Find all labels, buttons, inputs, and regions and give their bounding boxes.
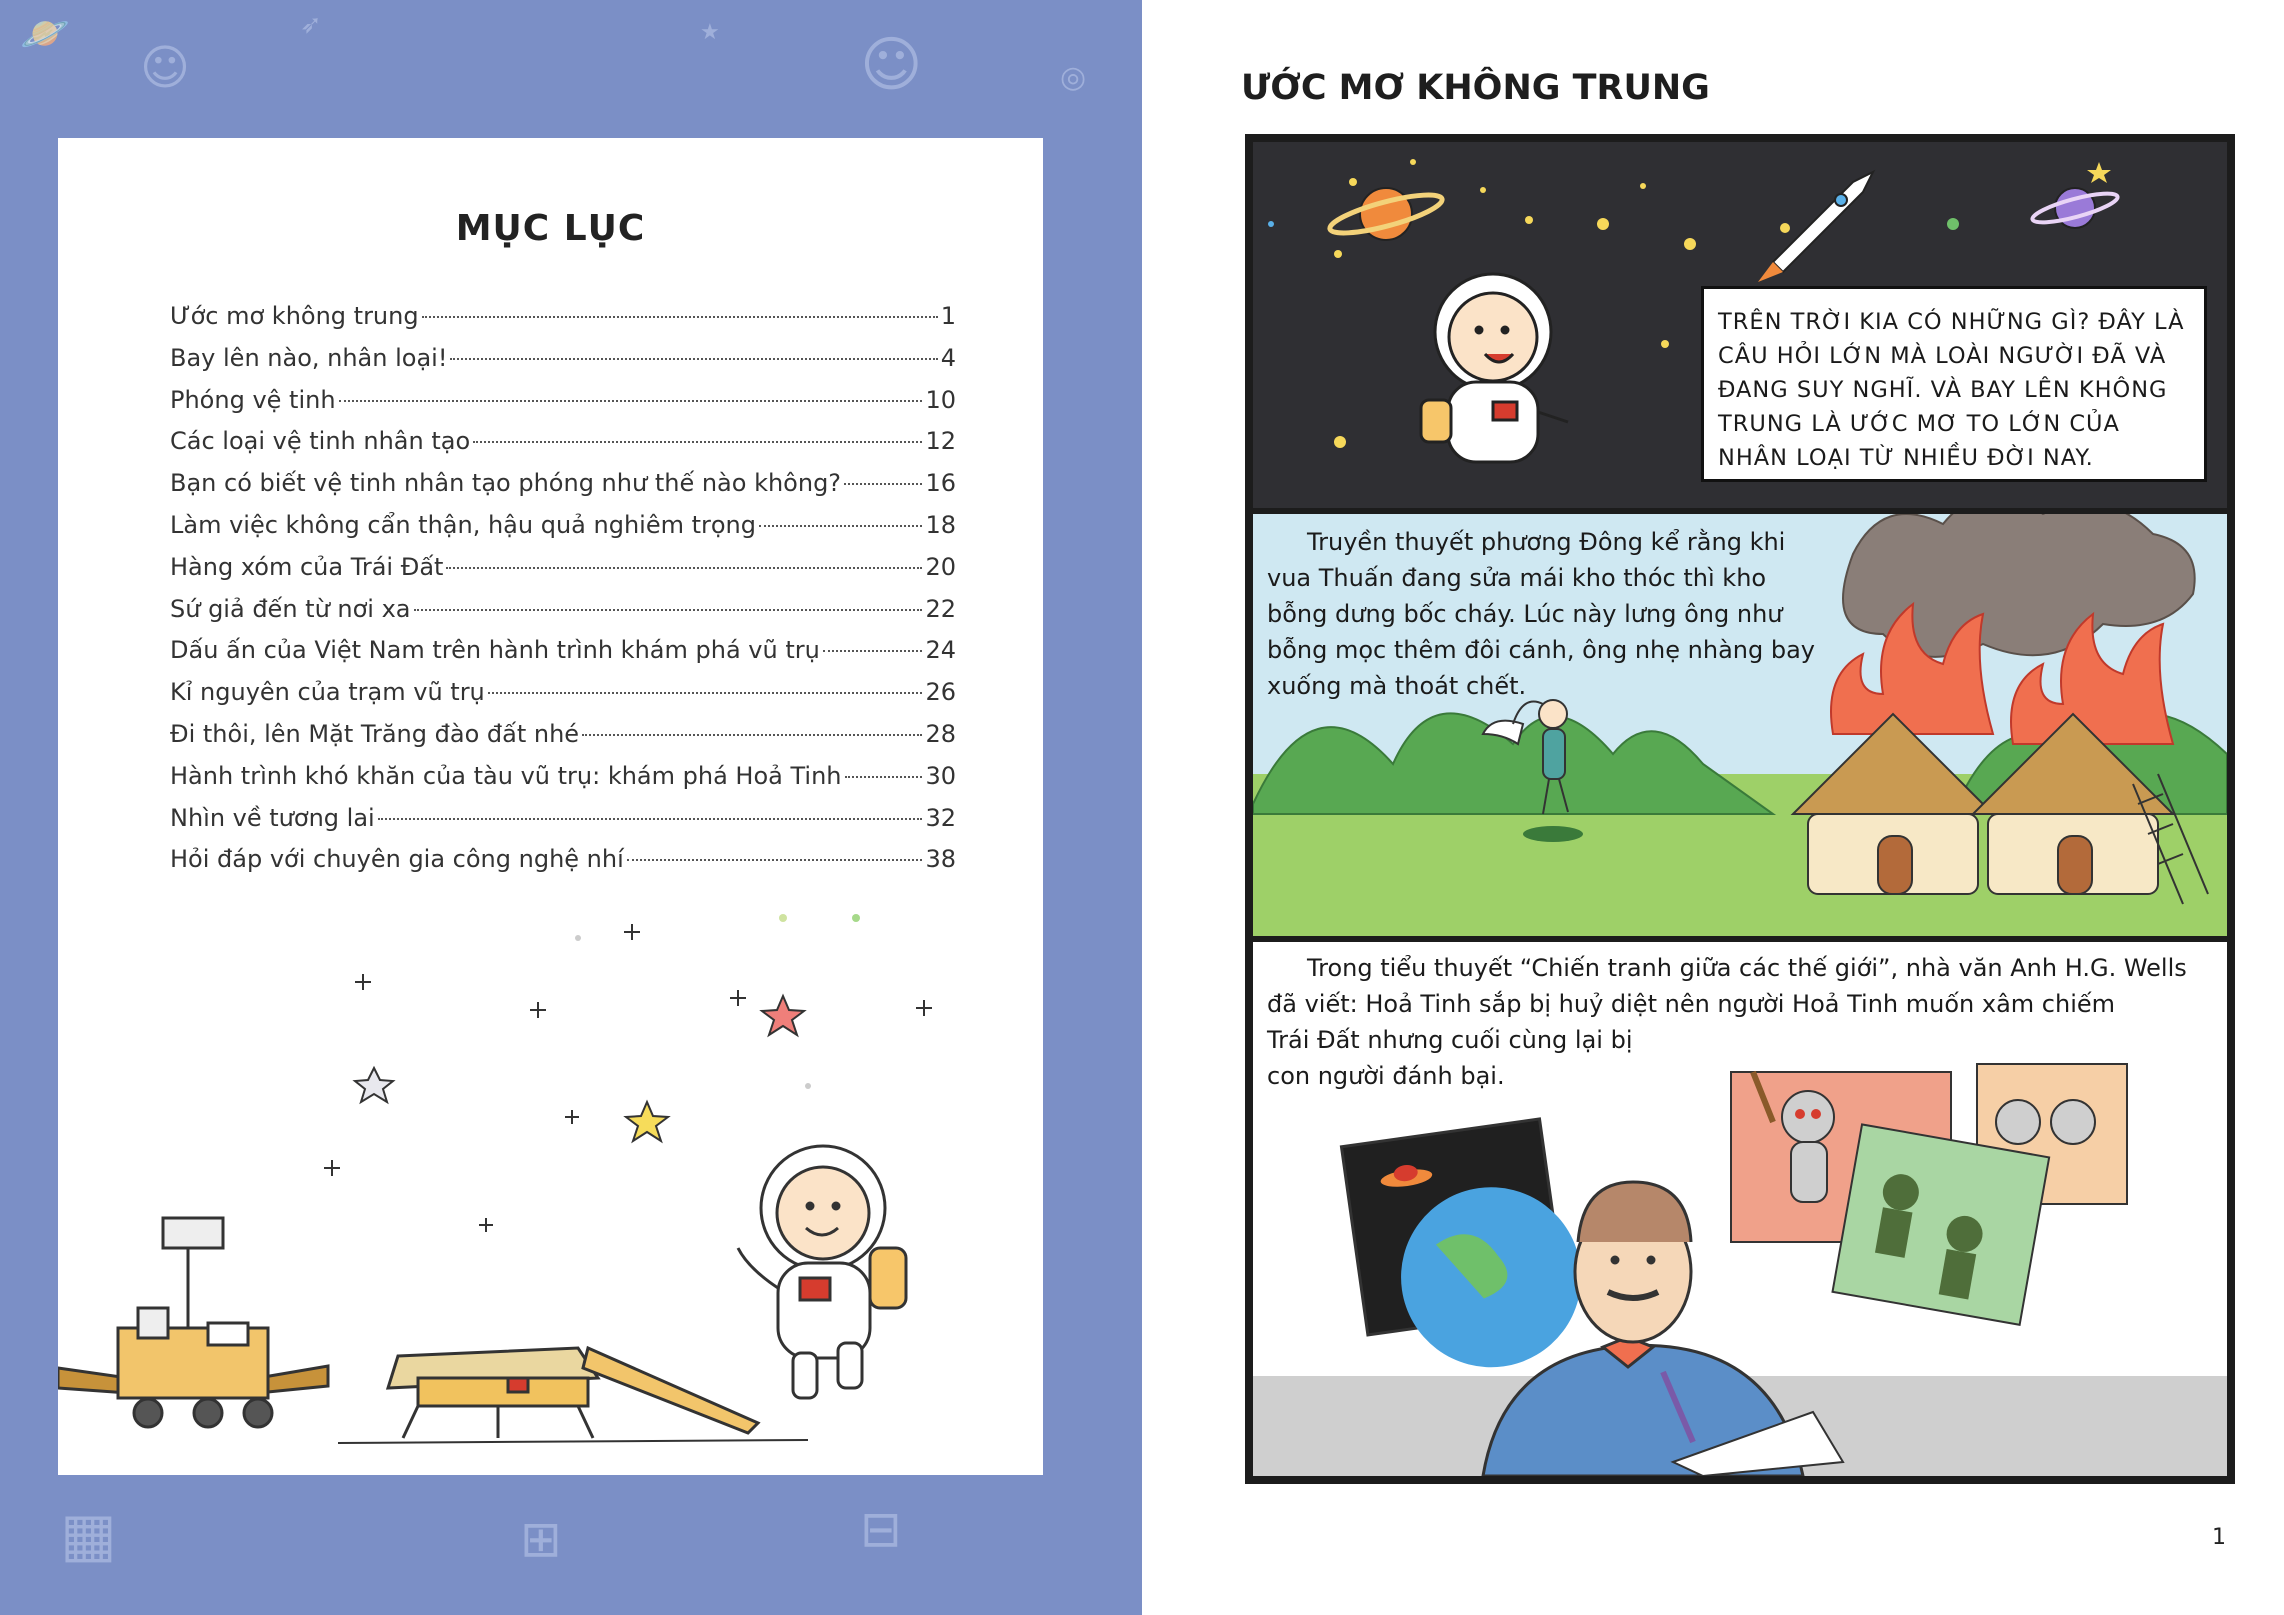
toc-entry-page: 26 xyxy=(925,678,956,707)
toc-entry-page: 28 xyxy=(925,719,956,748)
comic-frame xyxy=(1245,134,2235,1484)
toc-entry[interactable] xyxy=(170,386,956,428)
toc-entry[interactable] xyxy=(170,553,956,595)
toc-entry-page: 16 xyxy=(925,469,956,498)
toc-dot-leader xyxy=(823,650,923,652)
toc-dot-leader xyxy=(582,734,922,736)
panel-3-line-4: con người đánh bại. xyxy=(1267,1062,1505,1090)
astronaut-illustration xyxy=(738,1146,906,1398)
toc-entry[interactable] xyxy=(170,427,956,469)
toc-entry-page: 38 xyxy=(925,845,956,874)
yellow-star-icon xyxy=(626,1102,668,1141)
saturn-orange-icon xyxy=(1327,187,1445,240)
astronaut-floating-illustration xyxy=(1421,274,1568,462)
star-icon xyxy=(2087,162,2111,183)
toc-entry[interactable] xyxy=(170,511,956,553)
toc-dot-leader xyxy=(627,859,923,861)
toc-dot-leader xyxy=(422,316,938,318)
toc-entry[interactable] xyxy=(170,469,956,511)
toc-entry[interactable] xyxy=(170,678,956,720)
star-doodle-icon: ★ xyxy=(700,20,720,45)
toc-entry-label: Dấu ấn của Việt Nam trên hành trình khám phá vũ trụ xyxy=(170,636,820,665)
panel-2-caption: Truyền thuyết phương Đông kể rằng khi vua Thuấn đang sửa mái kho thóc thì kho bỗng dưng bốc cháy. Lúc này lưng ông như bỗng mọc thêm đôi cánh, ông nhẹ nhàng bay xuống mà thoát chết. xyxy=(1267,528,1815,700)
toc-entry[interactable] xyxy=(170,344,956,386)
toc-entry-page: 12 xyxy=(925,427,956,456)
toc-dot-leader xyxy=(759,525,922,527)
rocket-doodle-icon: ➶ xyxy=(300,10,322,40)
toc-dot-leader xyxy=(488,692,923,694)
astronaut-doodle-icon-2: ☺ xyxy=(860,30,923,100)
toc-entry[interactable] xyxy=(170,636,956,678)
toc-dot-leader xyxy=(844,483,922,485)
toc-entry-label: Bạn có biết vệ tinh nhân tạo phóng như thế nào không? xyxy=(170,469,842,498)
toc-dot-leader xyxy=(414,609,923,611)
toc-entry[interactable] xyxy=(170,720,956,762)
toc-dot-leader xyxy=(378,818,923,820)
toc-dot-leader xyxy=(446,567,922,569)
toc-entry-label: Hàng xóm của Trái Đất xyxy=(170,552,444,581)
toc-dot-leader xyxy=(450,358,937,360)
toc-entry-label: Làm việc không cẩn thận, hậu quả nghiêm trọng xyxy=(170,510,756,539)
sparkle-icons xyxy=(324,924,932,1232)
page-number: 1 xyxy=(2212,1525,2226,1550)
lander-doodle-icon: ⊟ xyxy=(860,1500,902,1558)
white-star-icon xyxy=(355,1068,393,1102)
panel-3-line-3: Trái Đất nhưng cuối cùng lại bị xyxy=(1267,1026,1633,1054)
toc-entry-label: Đi thôi, lên Mặt Trăng đào đất nhé xyxy=(170,719,580,748)
panel-3-line-2: đã viết: Hoả Tinh sắp bị huỷ diệt nên người Hoả Tinh muốn xâm chiếm xyxy=(1267,990,2116,1018)
toc-entry-page: 4 xyxy=(940,343,956,372)
pink-star-icon xyxy=(762,996,804,1035)
toc-entry[interactable] xyxy=(170,762,956,804)
toc-entry[interactable] xyxy=(170,845,956,887)
saturn-doodle-icon: ◎ xyxy=(1060,60,1087,95)
toc-entry-page: 10 xyxy=(925,385,956,414)
panel-3-line-1: Trong tiểu thuyết “Chiến tranh giữa các thế giới”, nhà văn Anh H.G. Wells xyxy=(1307,954,2187,982)
toc-entry-label: Nhìn về tương lai xyxy=(170,803,375,832)
planet-doodle-icon: 🪐 xyxy=(20,11,70,57)
comic-panel-space xyxy=(1253,142,2227,508)
comic-panel-legend xyxy=(1253,514,2227,936)
toc-entry[interactable] xyxy=(170,302,956,344)
toc-entry-page: 20 xyxy=(925,552,956,581)
story-title: ƯỚC MƠ KHÔNG TRUNG xyxy=(1241,68,1710,108)
saturn-purple-icon xyxy=(2030,188,2120,228)
toc-dot-leader xyxy=(473,441,922,443)
rover-illustration xyxy=(58,1218,328,1427)
toc-title: MỤC LỤC xyxy=(455,208,646,249)
toc-entry-page: 24 xyxy=(925,636,956,665)
toc-list xyxy=(170,302,956,887)
comic-panel-wells xyxy=(1253,942,2227,1476)
lander-illustration xyxy=(338,1348,808,1443)
toc-card xyxy=(58,138,1043,1475)
rover-doodle-icon: ▦ xyxy=(60,1500,117,1570)
station-doodle-icon: ⊞ xyxy=(520,1510,562,1568)
panel-3-caption xyxy=(1267,950,2217,1094)
toc-entry-page: 18 xyxy=(925,510,956,539)
toc-entry-label: Kỉ nguyên của trạm vũ trụ xyxy=(170,678,485,707)
earth-ufo-picture xyxy=(1341,1116,1592,1384)
toc-entry-label: Bay lên nào, nhân loại! xyxy=(170,343,448,372)
toc-entry-page: 30 xyxy=(925,761,956,790)
toc-dot-leader xyxy=(339,400,923,402)
toc-entry-label: Phóng vệ tinh xyxy=(170,385,336,414)
toc-entry[interactable] xyxy=(170,595,956,637)
speech-bubble: TRÊN TRỜI KIA CÓ NHỮNG GÌ? ĐÂY LÀ CÂU HỎI LỚN MÀ LOÀI NGƯỜI ĐÃ VÀ ĐANG SUY NGHĨ. VÀ BAY LÊN KHÔNG TRUNG LÀ ƯỚC MƠ TO LỚN CỦA NHÂN LOẠI TỪ NHIỀU ĐỜI NAY. xyxy=(1701,286,2207,482)
toc-entry-label: Sứ giả đến từ nơi xa xyxy=(170,594,411,623)
toc-entry-label: Ước mơ không trung xyxy=(170,302,419,330)
toc-entry[interactable] xyxy=(170,804,956,846)
toc-entry-label: Các loại vệ tinh nhân tạo xyxy=(170,427,471,456)
toc-entry-label: Hành trình khó khăn của tàu vũ trụ: khám phá Hoả Tinh xyxy=(170,761,842,790)
astronaut-doodle-icon: ☺ xyxy=(140,40,191,96)
right-page xyxy=(1142,0,2284,1615)
toc-entry-page: 22 xyxy=(925,594,956,623)
toc-dot-leader xyxy=(845,776,923,778)
soldiers-picture xyxy=(1833,1124,2050,1324)
toc-entry-page: 32 xyxy=(925,803,956,832)
toc-entry-page: 1 xyxy=(940,302,956,330)
toc-entry-label: Hỏi đáp với chuyên gia công nghệ nhí xyxy=(170,845,624,874)
